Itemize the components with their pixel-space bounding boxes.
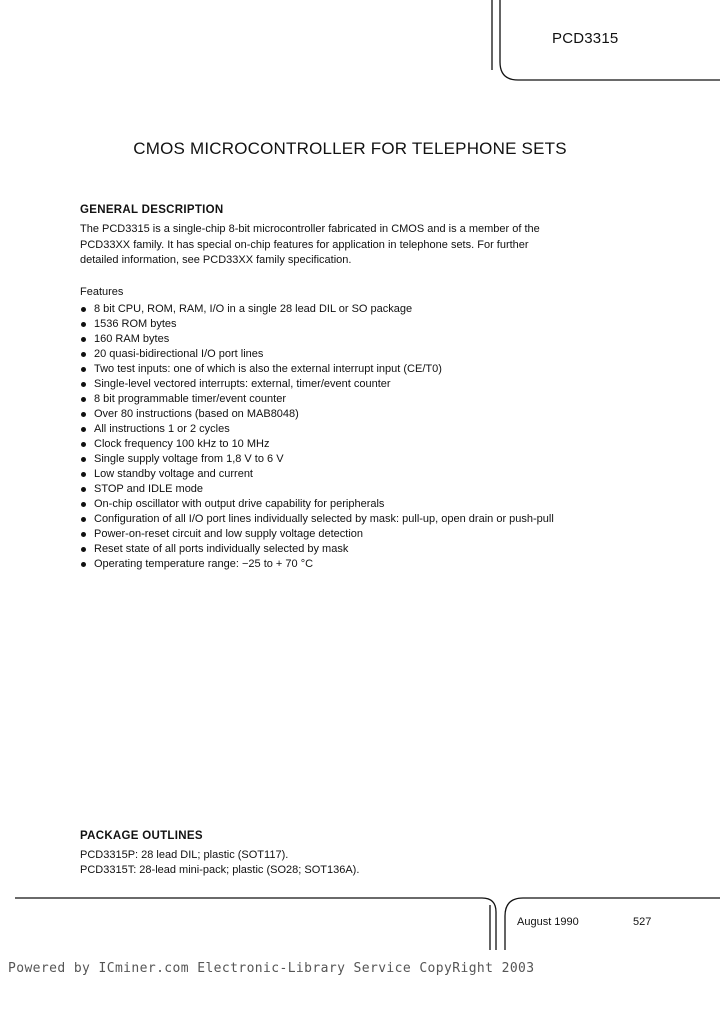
bullet-icon [81, 547, 86, 552]
bullet-icon [81, 427, 86, 432]
feature-item: 8 bit CPU, ROM, RAM, I/O in a single 28 lead DIL or SO package [80, 302, 680, 317]
feature-item: STOP and IDLE mode [80, 482, 680, 497]
footer-rule-left [15, 898, 496, 950]
bullet-icon [81, 442, 86, 447]
bullet-icon [81, 487, 86, 492]
document-number: PCD3315 [552, 30, 619, 47]
feature-item: All instructions 1 or 2 cycles [80, 422, 680, 437]
bullet-icon [81, 367, 86, 372]
page-number: 527 [633, 916, 652, 928]
feature-item: Operating temperature range: −25 to + 70 °C [80, 557, 680, 572]
bullet-icon [81, 562, 86, 567]
description-line: detailed information, see PCD33XX family specification. [80, 254, 352, 266]
feature-item: Clock frequency 100 kHz to 10 MHz [80, 437, 680, 452]
bullet-icon [81, 412, 86, 417]
general-description-text [80, 222, 640, 269]
description-line: The PCD3315 is a single-chip 8-bit microcontroller fabricated in CMOS and is a member of the [80, 223, 540, 235]
feature-item: Two test inputs: one of which is also the external interrupt input (CE/T0) [80, 362, 680, 377]
package-line: PCD3315T: 28-lead mini-pack; plastic (SO28; SOT136A). [80, 864, 360, 876]
features-label: Features [80, 286, 124, 298]
feature-item: Over 80 instructions (based on MAB8048) [80, 407, 680, 422]
bullet-icon [81, 322, 86, 327]
feature-item: Single supply voltage from 1,8 V to 6 V [80, 452, 680, 467]
feature-item: Reset state of all ports individually selected by mask [80, 542, 680, 557]
bullet-icon [81, 382, 86, 387]
footer-date: August 1990 [517, 916, 579, 928]
feature-item: Configuration of all I/O port lines individually selected by mask: pull-up, open drain or push-pull [80, 512, 680, 527]
bullet-icon [81, 397, 86, 402]
description-line: PCD33XX family. It has special on-chip features for application in telephone sets. For further [80, 238, 529, 251]
feature-item: Single-level vectored interrupts: external, timer/event counter [80, 377, 680, 392]
feature-list [80, 302, 680, 572]
feature-item: 1536 ROM bytes [80, 317, 680, 332]
general-description-heading: GENERAL DESCRIPTION [80, 204, 224, 216]
feature-item: Low standby voltage and current [80, 467, 680, 482]
bullet-icon [81, 502, 86, 507]
bullet-icon [81, 352, 86, 357]
feature-item: 160 RAM bytes [80, 332, 680, 347]
credit-line: Powered by ICminer.com Electronic-Library Service CopyRight 2003 [8, 961, 535, 976]
page-title: CMOS MICROCONTROLLER FOR TELEPHONE SETS [133, 139, 567, 158]
feature-item: On-chip oscillator with output drive capability for peripherals [80, 497, 680, 512]
bullet-icon [81, 337, 86, 342]
bullet-icon [81, 307, 86, 312]
package-line: PCD3315P: 28 lead DIL; plastic (SOT117). [80, 849, 289, 861]
bullet-icon [81, 532, 86, 537]
package-outlines-text [80, 848, 359, 878]
feature-item: Power-on-reset circuit and low supply voltage detection [80, 527, 680, 542]
bullet-icon [81, 472, 86, 477]
feature-item: 8 bit programmable timer/event counter [80, 392, 680, 407]
bullet-icon [81, 517, 86, 522]
package-outlines-heading: PACKAGE OUTLINES [80, 830, 203, 842]
bullet-icon [81, 457, 86, 462]
feature-item: 20 quasi-bidirectional I/O port lines [80, 347, 680, 362]
